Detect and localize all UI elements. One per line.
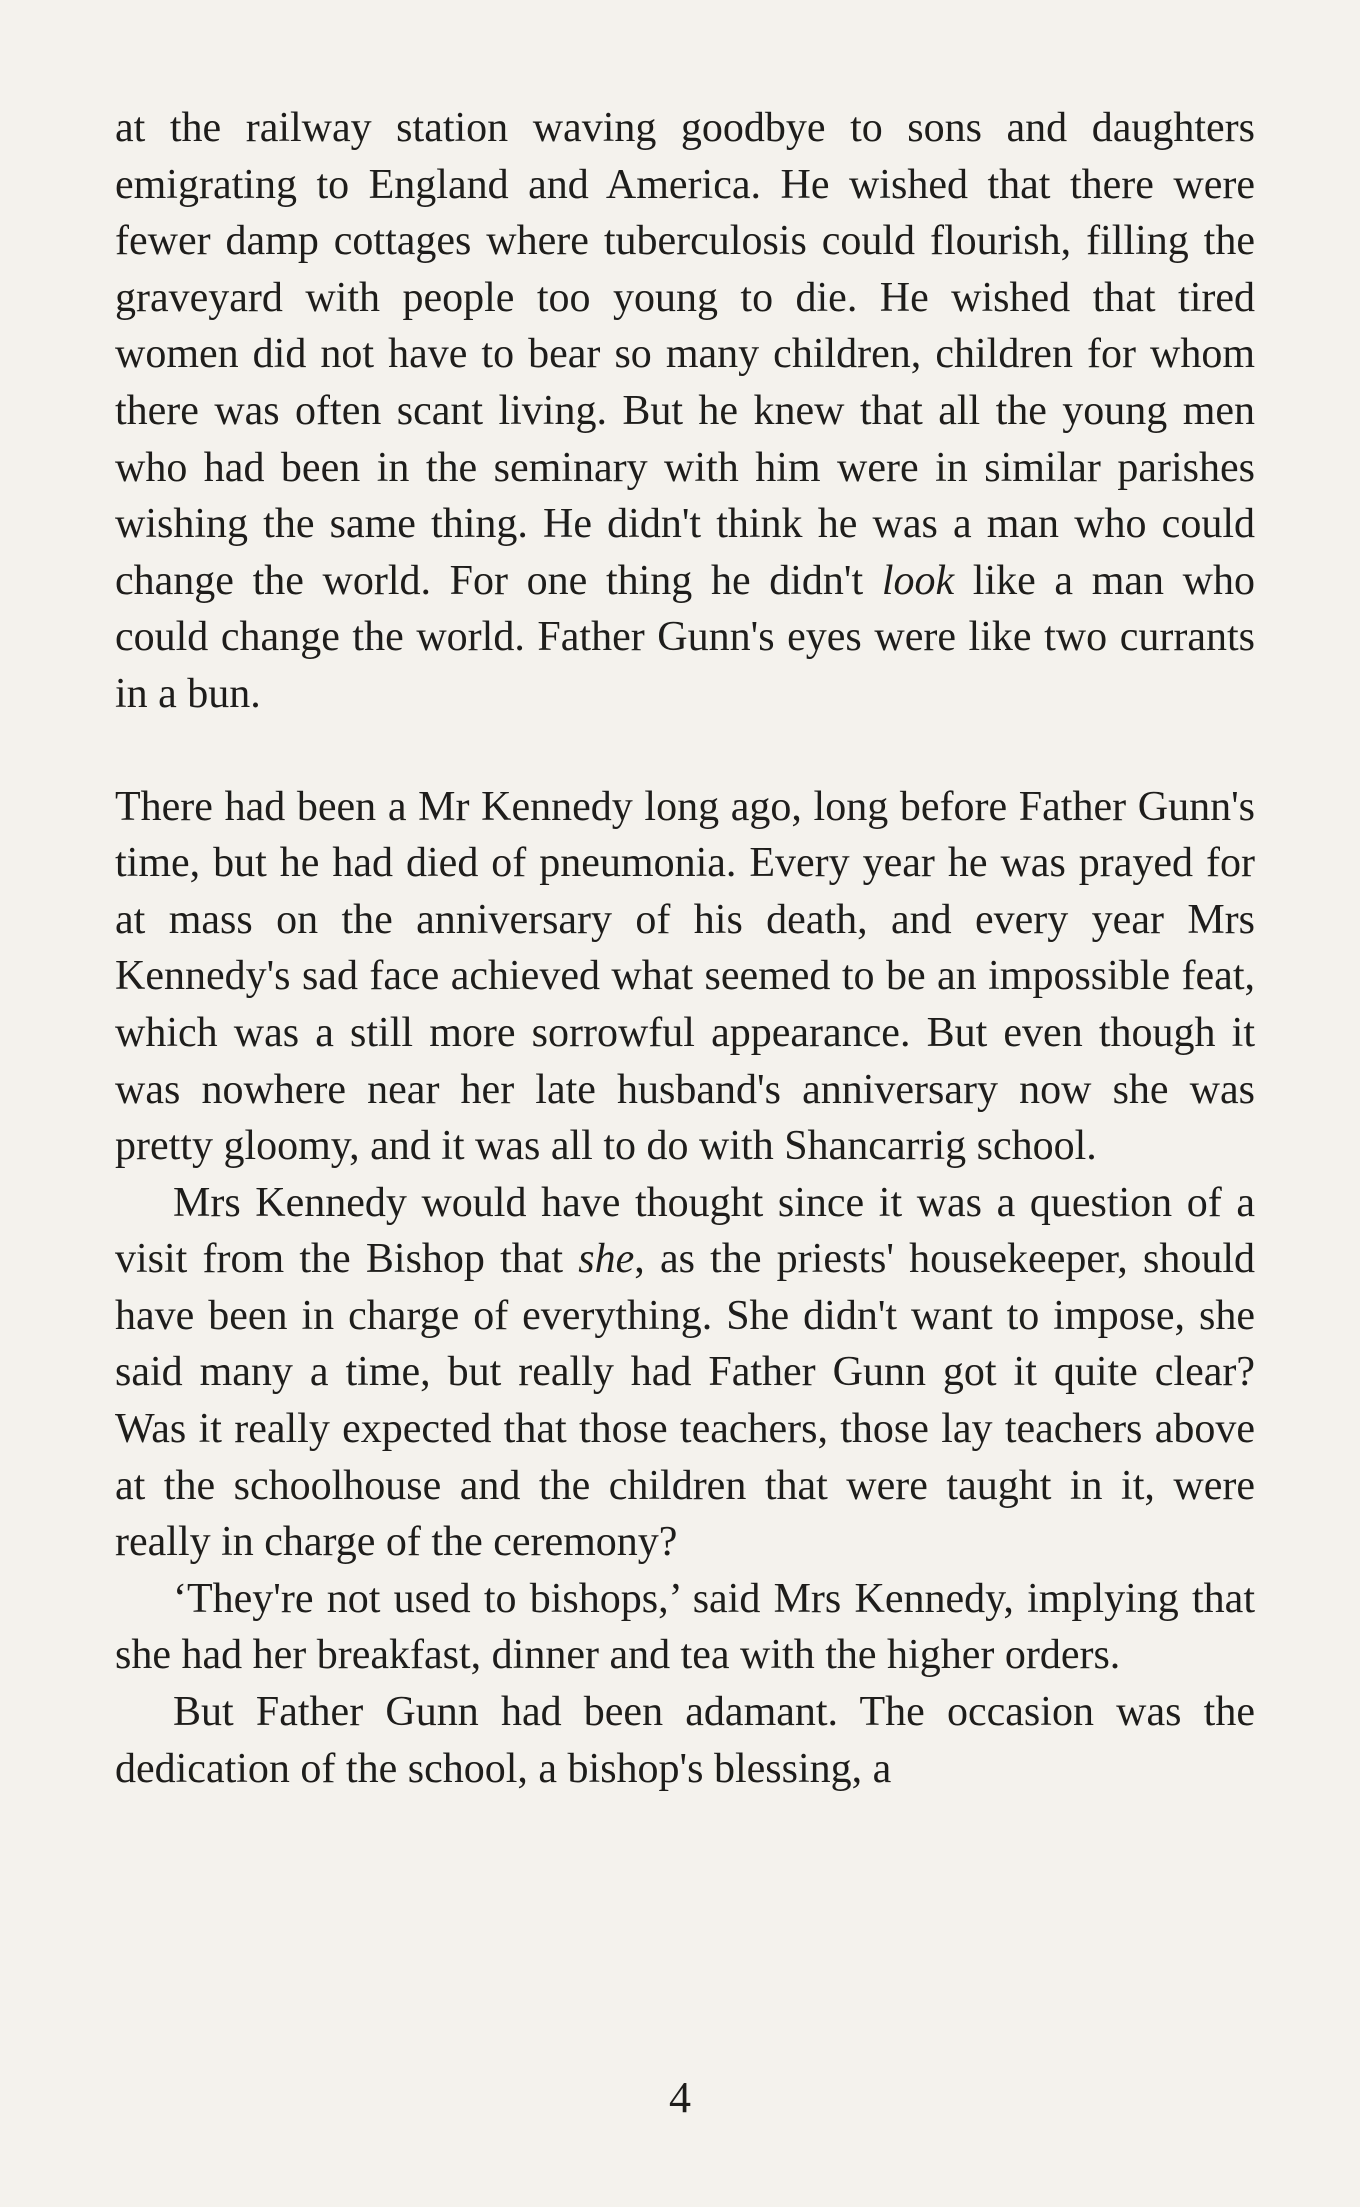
paragraph-mrs-kennedy-bishop: [115, 1175, 1255, 1571]
paragraph-text: like a man who could change the world. Father Gunn's eyes were like two currants in a bun.: [115, 557, 1255, 717]
paragraph-not-used-to-bishops: [115, 1571, 1255, 1684]
paragraph-mr-kennedy: [115, 779, 1255, 1175]
paragraph-text: ‘They're not used to bishops,’ said Mrs Kennedy, implying that she had her breakfast, dinner and tea with the higher orders.: [115, 1575, 1255, 1679]
paragraph-text: at the railway station waving goodbye to sons and daughters emigrating to England and America. He wished that there were fewer damp cottages where tuberculosis could flourish, filling the graveyard with people too young to die. He wished that tired women did not have to bear so many children, children for whom there was often scant living. But he knew that all the young men who had been in the seminary with him were in similar parishes wishing the same thing. He didn't think he was a man who could change the world. For one thing he didn't: [115, 105, 1255, 604]
emphasis-she: she: [578, 1236, 635, 1283]
book-page: [115, 100, 1255, 1797]
paragraph-text: But Father Gunn had been adamant. The occasion was the dedication of the school, a bishop's blessing, a: [115, 1689, 1255, 1792]
paragraph-text: Mrs Kennedy would have thought since it was a question of a visit from the Bishop that: [115, 1179, 1255, 1283]
paragraph-father-gunn-wishes: [115, 100, 1255, 723]
page-number: 4: [669, 2073, 691, 2122]
emphasis-look: look: [881, 557, 955, 604]
paragraph-father-gunn-adamant: [115, 1684, 1255, 1797]
paragraph-text: There had been a Mr Kennedy long ago, long before Father Gunn's time, but he had died of pneumonia. Every year he was prayed for at mass on the anniversary of his death, and every year Mrs Kennedy's sad face achieved what seemed to be an impossible feat, which was a still more sorrowful appearance. But even though it was nowhere near her late husband's anniversary now she was pretty gloomy, and it was all to do with Shancarrig school.: [115, 783, 1255, 1170]
paragraph-text: , as the priests' housekeeper, should have been in charge of everything. She didn't want to impose, she said many a time, but really had Father Gunn got it quite clear? Was it really expected that those teachers, those lay teachers above at the schoolhouse and the children that were taught in it, were really in charge of the ceremony?: [115, 1236, 1255, 1566]
